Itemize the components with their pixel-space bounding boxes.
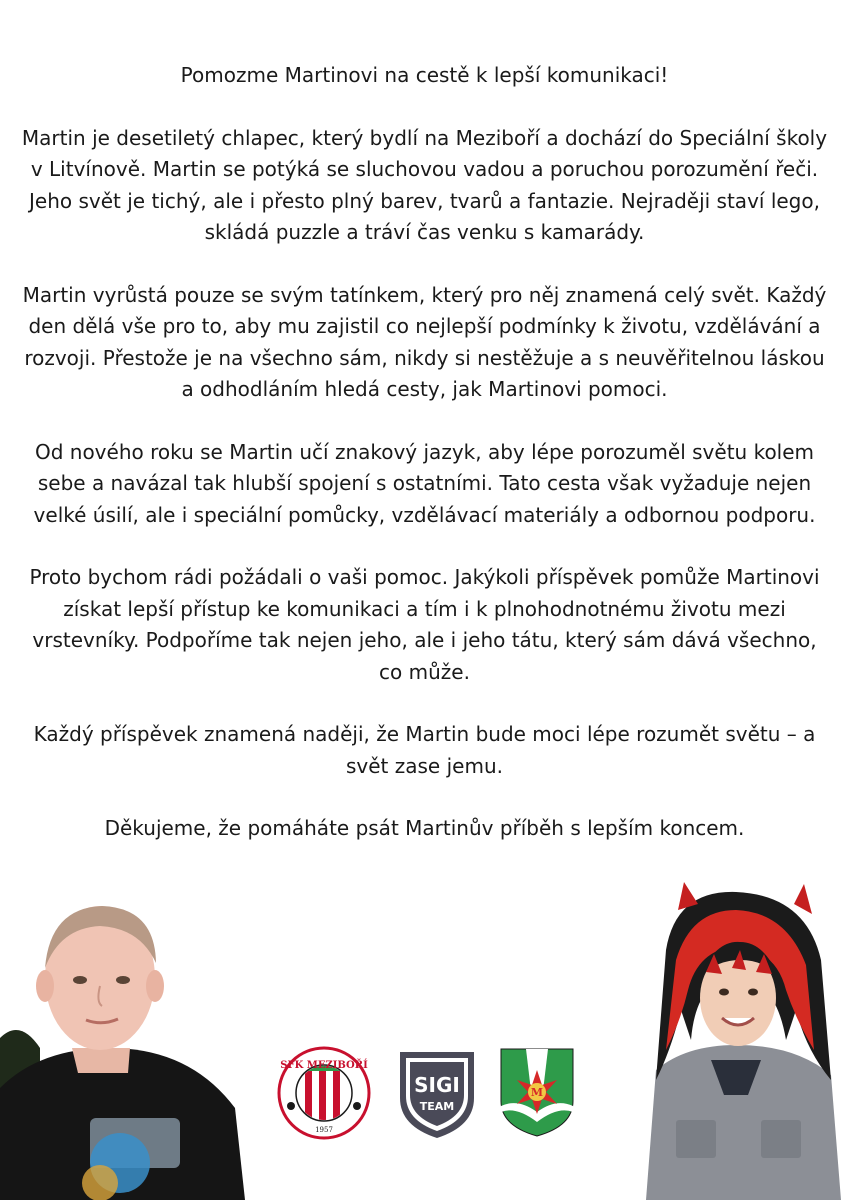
crest-letter: M [530, 1086, 544, 1099]
meziobori-crest [498, 1046, 576, 1138]
paragraph-request: Proto bychom rádi požádali o vaši pomoc. Jakýkoli příspěvek pomůže Martinovi získat lepší přístup ke komunikaci a tím i k plnohodnotnému životu mezi vrstevníky. Podpoříme tak nejen jeho, ale i jeho tátu, který sám dává všechno, co může. [29, 565, 820, 684]
paragraph-father: Martin vyrůstá pouze se svým tatínkem, který pro něj znamená celý svět. Každý den dělá vše pro to, aby mu zajistil co nejlepší podmínky k životu, vzdělávání a rozvoji. Přestože je na všechno sám, nikdy si nestěžuje a s neuvěřitelnou láskou a odhodláním hledá cesty, jak Martinovi pomoci. [22, 282, 827, 401]
photo-martin-left [0, 898, 245, 1200]
appeal-text [20, 60, 829, 876]
paragraph-hope: Každý příspěvek znamená naději, že Martin bude moci lépe rozumět světu – a svět zase jemu. [33, 722, 816, 778]
sigi-logo-line2: TEAM [419, 1100, 455, 1113]
appeal-title: Pomozme Martinovi na cestě k lepší komunikaci! [180, 63, 669, 87]
sfk-logo-year: 1957 [315, 1126, 333, 1134]
sfk-logo-name: SFK MEZIBOŘÍ [280, 1060, 368, 1071]
photo-martin-right [636, 880, 849, 1200]
paragraph-sign-language: Od nového roku se Martin učí znakový jazyk, aby lépe porozuměl světu kolem sebe a navázal tak hlubší spojení s ostatními. Tato cesta však vyžaduje nejen velké úsilí, ale i speciální pomůcky, vzdělávací materiály a odbornou podporu. [33, 439, 816, 527]
paragraph-intro: Martin je desetiletý chlapec, který bydlí na Meziboří a dochází do Speciální školy v Litvínově. Martin se potýká se sluchovou vadou a poruchou porozumění řeči. Jeho svět je tichý, ale i přesto plný barev, tvarů a fantazie. Nejraději staví lego, skládá puzzle a tráví čas venku s kamarády. [21, 125, 828, 244]
paragraph-thanks: Děkujeme, že pomáháte psát Martinův příběh s lepším koncem. [104, 816, 745, 840]
sigi-team-logo [394, 1046, 480, 1142]
sigi-logo-line1: SIGI [414, 1073, 460, 1097]
sfk-mezibori-logo [277, 1046, 371, 1140]
